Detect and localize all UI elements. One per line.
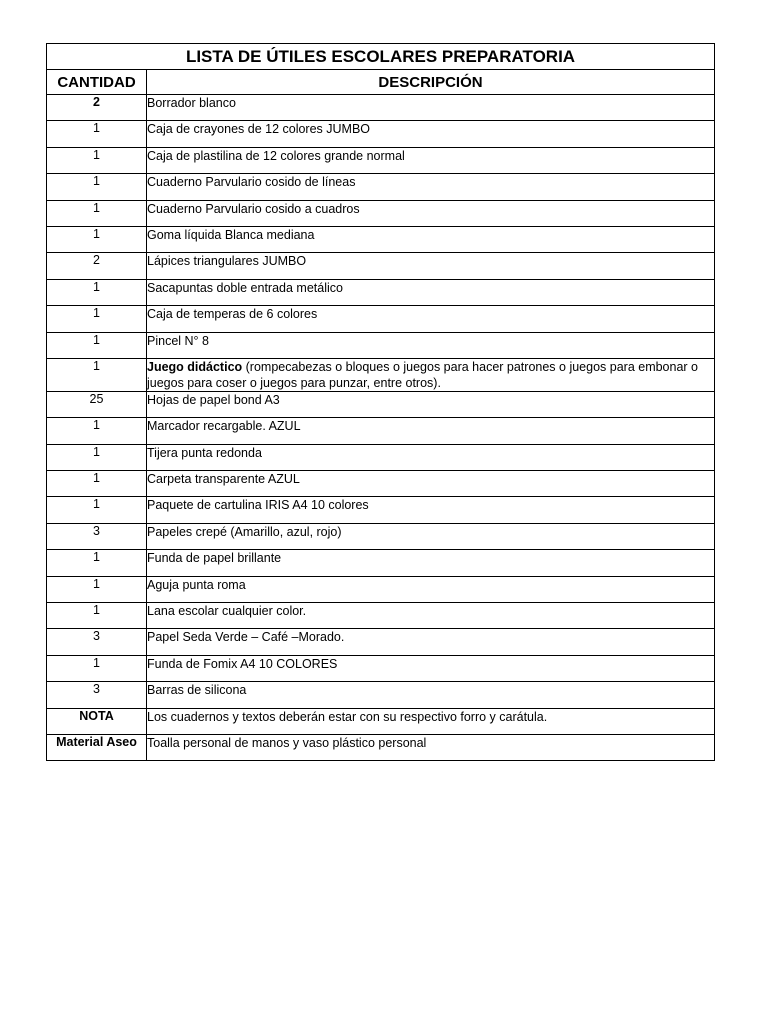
table-row (47, 391, 715, 417)
description-cell: Cuaderno Parvulario cosido de líneas (147, 174, 715, 200)
description-cell (147, 358, 715, 391)
quantity-cell: NOTA (47, 708, 147, 734)
quantity-cell: 1 (47, 497, 147, 523)
quantity-cell: 1 (47, 279, 147, 305)
supplies-table (46, 43, 715, 761)
quantity-cell: 3 (47, 523, 147, 549)
table-row (47, 253, 715, 279)
quantity-cell: 1 (47, 471, 147, 497)
table-row (47, 444, 715, 470)
description-cell: Lápices triangulares JUMBO (147, 253, 715, 279)
table-row (47, 734, 715, 760)
description-cell: Caja de plastilina de 12 colores grande normal (147, 147, 715, 173)
table-row (47, 332, 715, 358)
description-cell: Los cuadernos y textos deberán estar con su respectivo forro y carátula. (147, 708, 715, 734)
table-row (47, 603, 715, 629)
quantity-cell: 1 (47, 121, 147, 147)
description-cell: Caja de temperas de 6 colores (147, 306, 715, 332)
table-row (47, 358, 715, 391)
description-cell: Aguja punta roma (147, 576, 715, 602)
table-row (47, 550, 715, 576)
quantity-cell: 1 (47, 174, 147, 200)
table-row (47, 279, 715, 305)
table-body (47, 95, 715, 761)
description-cell: Caja de crayones de 12 colores JUMBO (147, 121, 715, 147)
table-row (47, 629, 715, 655)
description-cell: Barras de silicona (147, 682, 715, 708)
table-row (47, 121, 715, 147)
table-row (47, 655, 715, 681)
quantity-cell: 1 (47, 444, 147, 470)
quantity-cell: 1 (47, 655, 147, 681)
quantity-cell: 1 (47, 418, 147, 444)
description-cell: Toalla personal de manos y vaso plástico personal (147, 734, 715, 760)
description-text: (rompecabezas o bloques o juegos para hacer patrones o juegos para embonar o juegos para coser o juegos para punzar, entre otros). (147, 359, 699, 390)
quantity-cell: 1 (47, 358, 147, 391)
column-header-desc: DESCRIPCIÓN (147, 70, 715, 95)
table-row (47, 708, 715, 734)
page-title: LISTA DE ÚTILES ESCOLARES PREPARATORIA (47, 44, 715, 70)
table-row (47, 174, 715, 200)
quantity-cell: 1 (47, 550, 147, 576)
quantity-cell: 2 (47, 95, 147, 121)
quantity-cell: 1 (47, 332, 147, 358)
description-cell: Papeles crepé (Amarillo, azul, rojo) (147, 523, 715, 549)
description-cell: Lana escolar cualquier color. (147, 603, 715, 629)
description-cell: Pincel N° 8 (147, 332, 715, 358)
description-cell: Borrador blanco (147, 95, 715, 121)
description-cell: Cuaderno Parvulario cosido a cuadros (147, 200, 715, 226)
quantity-cell: 1 (47, 147, 147, 173)
quantity-cell: 3 (47, 629, 147, 655)
description-cell: Funda de papel brillante (147, 550, 715, 576)
table-row (47, 523, 715, 549)
description-cell: Marcador recargable. AZUL (147, 418, 715, 444)
description-cell: Funda de Fomix A4 10 COLORES (147, 655, 715, 681)
table-row (47, 200, 715, 226)
table-row (47, 682, 715, 708)
quantity-cell: 3 (47, 682, 147, 708)
table-row (47, 471, 715, 497)
description-cell: Papel Seda Verde – Café –Morado. (147, 629, 715, 655)
quantity-cell: 1 (47, 603, 147, 629)
description-cell: Tijera punta redonda (147, 444, 715, 470)
table-row (47, 147, 715, 173)
description-bold-text: Juego didáctico (147, 359, 243, 374)
description-cell: Goma líquida Blanca mediana (147, 226, 715, 252)
table-row (47, 418, 715, 444)
quantity-cell: 25 (47, 391, 147, 417)
description-cell: Sacapuntas doble entrada metálico (147, 279, 715, 305)
quantity-cell: 1 (47, 226, 147, 252)
table-row (47, 576, 715, 602)
description-cell: Paquete de cartulina IRIS A4 10 colores (147, 497, 715, 523)
table-row (47, 95, 715, 121)
table-row (47, 226, 715, 252)
table-row (47, 306, 715, 332)
quantity-cell: 2 (47, 253, 147, 279)
quantity-cell: 1 (47, 306, 147, 332)
table-row (47, 497, 715, 523)
description-cell: Carpeta transparente AZUL (147, 471, 715, 497)
column-header-qty: CANTIDAD (47, 70, 147, 95)
quantity-cell: Material Aseo (47, 734, 147, 760)
quantity-cell: 1 (47, 576, 147, 602)
quantity-cell: 1 (47, 200, 147, 226)
description-cell: Hojas de papel bond A3 (147, 391, 715, 417)
